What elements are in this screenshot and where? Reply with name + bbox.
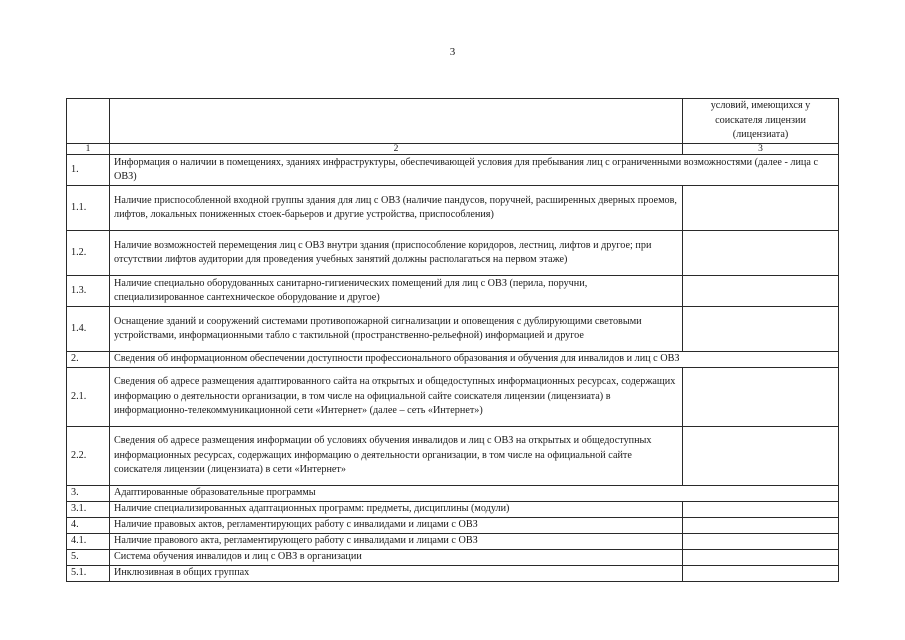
page-number: 3	[449, 46, 456, 58]
row-number: 1.1.	[67, 186, 110, 231]
row-text: Сведения об адресе размещения адаптированного сайта на открытых и общедоступных информационных ресурсах, содержащих информацию о деятельности организации, в том числе на официальной сайте соискателя лицензии (лицензиата) в информационно-телекоммуникационной сети «Интернет» (далее – сеть «Интернет»)	[110, 368, 683, 427]
header-cell-2	[110, 99, 683, 144]
table-row	[67, 566, 839, 582]
row-text: Наличие возможностей перемещения лиц с ОВЗ внутри здания (приспособление коридоров, лестниц, лифтов и другое; при отсутствии лифтов аудитории для проведения учебных занятий должны располагаться на первом этаже)	[110, 231, 683, 276]
row-value	[683, 550, 839, 566]
table-row	[67, 307, 839, 352]
row-value	[683, 502, 839, 518]
row-number: 5.1.	[67, 566, 110, 582]
table-row	[67, 186, 839, 231]
row-text: Наличие приспособленной входной группы здания для лиц с ОВЗ (наличие пандусов, поручней, расширенных дверных проемов, лифтов, локальных пониженных стоек-барьеров и другие устройства, приспособления)	[110, 186, 683, 231]
row-number: 1.2.	[67, 231, 110, 276]
row-number: 3.1.	[67, 502, 110, 518]
table-row	[67, 276, 839, 307]
column-number-3: 3	[683, 144, 839, 155]
row-number: 2.1.	[67, 368, 110, 427]
row-number: 2.2.	[67, 427, 110, 486]
row-text: Информация о наличии в помещениях, зданиях инфраструктуры, обеспечивающей условия для пребывания лиц с ограниченными возможностями (далее - лица с ОВЗ)	[110, 155, 839, 186]
row-value	[683, 231, 839, 276]
column-number-row	[67, 144, 839, 155]
row-value	[683, 518, 839, 534]
table-row	[67, 427, 839, 486]
table-row	[67, 368, 839, 427]
row-number: 4.	[67, 518, 110, 534]
row-value	[683, 534, 839, 550]
row-number: 4.1.	[67, 534, 110, 550]
row-text: Наличие правовых актов, регламентирующих работу с инвалидами и лицами с ОВЗ	[110, 518, 683, 534]
row-text: Наличие специально оборудованных санитарно-гигиенических помещений для лиц с ОВЗ (перила, поручни, специализированное сантехническое оборудование и другое)	[110, 276, 683, 307]
row-number: 5.	[67, 550, 110, 566]
header-row	[67, 99, 839, 144]
table-row	[67, 550, 839, 566]
row-number: 1.4.	[67, 307, 110, 352]
column-number-2: 2	[110, 144, 683, 155]
row-text: Оснащение зданий и сооружений системами противопожарной сигнализации и оповещения с дублирующими световыми устройствами, информационными табло с тактильной (пространственно-рельефной) информацией и другое	[110, 307, 683, 352]
row-number: 1.	[67, 155, 110, 186]
row-number: 2.	[67, 352, 110, 368]
row-text: Сведения об адресе размещения информации об условиях обучения инвалидов и лиц с ОВЗ на открытых и общедоступных информационных ресурсах, содержащих информацию о деятельности организации, в том числе на официальной сайте соискателя лицензии (лицензиата) в сети «Интернет»	[110, 427, 683, 486]
row-text: Наличие правового акта, регламентирующего работу с инвалидами и лицами с ОВЗ	[110, 534, 683, 550]
row-number: 1.3.	[67, 276, 110, 307]
table-row	[67, 352, 839, 368]
header-cell-1	[67, 99, 110, 144]
row-value	[683, 368, 839, 427]
table-row	[67, 486, 839, 502]
header-cell-3: условий, имеющихся у соискателя лицензии (лицензиата)	[683, 99, 839, 144]
row-text: Система обучения инвалидов и лиц с ОВЗ в организации	[110, 550, 683, 566]
row-text: Инклюзивная в общих группах	[110, 566, 683, 582]
row-text: Сведения об информационном обеспечении доступности профессионального образования и обучения для инвалидов и лиц с ОВЗ	[110, 352, 839, 368]
table-row	[67, 502, 839, 518]
table-row	[67, 534, 839, 550]
row-number: 3.	[67, 486, 110, 502]
form-table	[66, 98, 839, 582]
row-value	[683, 566, 839, 582]
table-row	[67, 155, 839, 186]
table-row	[67, 231, 839, 276]
row-text: Адаптированные образовательные программы	[110, 486, 839, 502]
row-value	[683, 307, 839, 352]
column-number-1: 1	[67, 144, 110, 155]
table-row	[67, 518, 839, 534]
row-value	[683, 276, 839, 307]
row-value	[683, 427, 839, 486]
row-value	[683, 186, 839, 231]
row-text: Наличие специализированных адаптационных программ: предметы, дисциплины (модули)	[110, 502, 683, 518]
